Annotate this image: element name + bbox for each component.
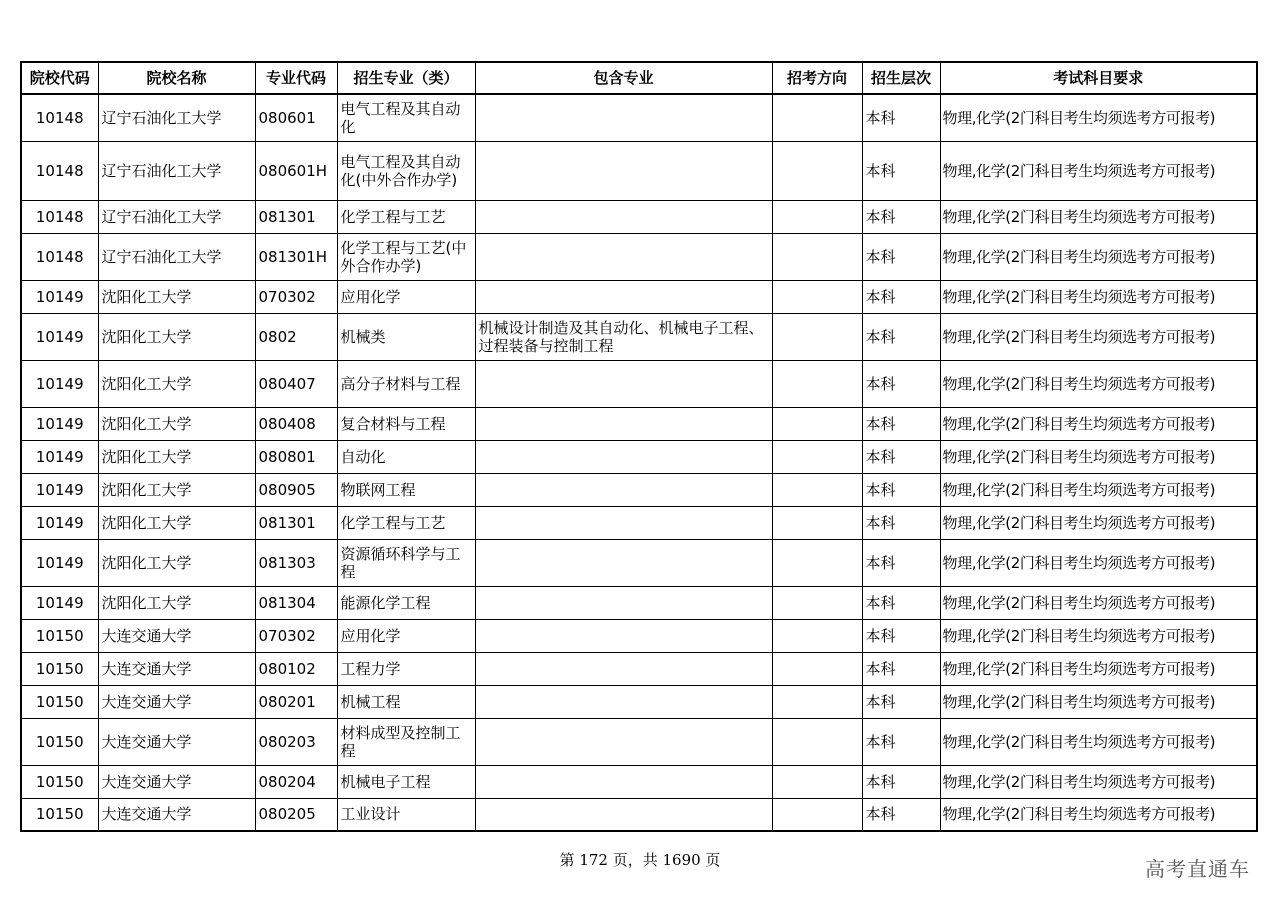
table-row xyxy=(21,473,1257,506)
cell-major-code: 070302 xyxy=(255,280,337,313)
table-row xyxy=(21,440,1257,473)
cell-direction xyxy=(772,313,862,360)
cell-school-code: 10149 xyxy=(21,539,98,586)
table-row xyxy=(21,685,1257,718)
cell-major-code: 070302 xyxy=(255,619,337,652)
cell-major-name: 化学工程与工艺 xyxy=(337,506,475,539)
watermark: 高考直通车 xyxy=(1145,857,1250,881)
cell-included-majors xyxy=(475,765,772,798)
cell-level: 本科 xyxy=(862,685,940,718)
cell-included-majors xyxy=(475,440,772,473)
cell-major-name: 物联网工程 xyxy=(337,473,475,506)
cell-school-code: 10148 xyxy=(21,200,98,233)
cell-school-name: 大连交通大学 xyxy=(98,765,255,798)
cell-included-majors xyxy=(475,718,772,765)
cell-school-code: 10150 xyxy=(21,718,98,765)
cell-school-name: 沈阳化工大学 xyxy=(98,440,255,473)
cell-level: 本科 xyxy=(862,586,940,619)
table-row xyxy=(21,200,1257,233)
header-subject-requirement: 考试科目要求 xyxy=(940,62,1257,94)
cell-major-code: 080203 xyxy=(255,718,337,765)
cell-subject-requirement: 物理,化学(2门科目考生均须选考方可报考) xyxy=(940,506,1257,539)
cell-major-code: 080201 xyxy=(255,685,337,718)
cell-included-majors xyxy=(475,141,772,200)
cell-school-name: 沈阳化工大学 xyxy=(98,539,255,586)
cell-major-name: 化学工程与工艺(中外合作办学) xyxy=(337,233,475,280)
enrollment-table xyxy=(20,61,1258,832)
cell-major-name: 资源循环科学与工程 xyxy=(337,539,475,586)
cell-school-code: 10148 xyxy=(21,233,98,280)
header-major-name: 招生专业（类） xyxy=(337,62,475,94)
cell-major-name: 化学工程与工艺 xyxy=(337,200,475,233)
cell-major-name: 复合材料与工程 xyxy=(337,407,475,440)
cell-included-majors xyxy=(475,619,772,652)
cell-level: 本科 xyxy=(862,718,940,765)
cell-direction xyxy=(772,619,862,652)
cell-major-name: 工业设计 xyxy=(337,798,475,831)
header-school-name: 院校名称 xyxy=(98,62,255,94)
cell-included-majors xyxy=(475,200,772,233)
cell-school-name: 沈阳化工大学 xyxy=(98,586,255,619)
cell-school-name: 大连交通大学 xyxy=(98,685,255,718)
cell-school-name: 辽宁石油化工大学 xyxy=(98,200,255,233)
cell-major-code: 081303 xyxy=(255,539,337,586)
cell-level: 本科 xyxy=(862,94,940,141)
cell-level: 本科 xyxy=(862,200,940,233)
cell-level: 本科 xyxy=(862,233,940,280)
cell-school-name: 沈阳化工大学 xyxy=(98,473,255,506)
cell-subject-requirement: 物理,化学(2门科目考生均须选考方可报考) xyxy=(940,313,1257,360)
cell-level: 本科 xyxy=(862,473,940,506)
cell-school-code: 10149 xyxy=(21,360,98,407)
table-row xyxy=(21,798,1257,831)
cell-major-code: 080601 xyxy=(255,94,337,141)
cell-included-majors xyxy=(475,539,772,586)
cell-direction xyxy=(772,440,862,473)
cell-school-code: 10149 xyxy=(21,506,98,539)
cell-school-code: 10149 xyxy=(21,440,98,473)
cell-school-name: 辽宁石油化工大学 xyxy=(98,233,255,280)
cell-direction xyxy=(772,652,862,685)
table-row xyxy=(21,718,1257,765)
cell-school-code: 10150 xyxy=(21,798,98,831)
table-row xyxy=(21,539,1257,586)
cell-subject-requirement: 物理,化学(2门科目考生均须选考方可报考) xyxy=(940,407,1257,440)
cell-major-name: 机械电子工程 xyxy=(337,765,475,798)
table-row xyxy=(21,586,1257,619)
cell-subject-requirement: 物理,化学(2门科目考生均须选考方可报考) xyxy=(940,685,1257,718)
table-row xyxy=(21,407,1257,440)
table-row xyxy=(21,94,1257,141)
cell-level: 本科 xyxy=(862,407,940,440)
cell-subject-requirement: 物理,化学(2门科目考生均须选考方可报考) xyxy=(940,94,1257,141)
cell-major-name: 工程力学 xyxy=(337,652,475,685)
cell-level: 本科 xyxy=(862,360,940,407)
cell-direction xyxy=(772,586,862,619)
cell-major-name: 机械类 xyxy=(337,313,475,360)
cell-direction xyxy=(772,200,862,233)
table-row xyxy=(21,141,1257,200)
cell-subject-requirement: 物理,化学(2门科目考生均须选考方可报考) xyxy=(940,233,1257,280)
cell-school-name: 辽宁石油化工大学 xyxy=(98,94,255,141)
cell-level: 本科 xyxy=(862,141,940,200)
cell-school-code: 10149 xyxy=(21,586,98,619)
cell-school-code: 10149 xyxy=(21,473,98,506)
cell-direction xyxy=(772,360,862,407)
cell-subject-requirement: 物理,化学(2门科目考生均须选考方可报考) xyxy=(940,280,1257,313)
cell-school-name: 大连交通大学 xyxy=(98,652,255,685)
cell-major-name: 应用化学 xyxy=(337,619,475,652)
cell-subject-requirement: 物理,化学(2门科目考生均须选考方可报考) xyxy=(940,473,1257,506)
cell-major-code: 081301 xyxy=(255,506,337,539)
cell-level: 本科 xyxy=(862,313,940,360)
cell-school-name: 大连交通大学 xyxy=(98,619,255,652)
cell-level: 本科 xyxy=(862,440,940,473)
cell-subject-requirement: 物理,化学(2门科目考生均须选考方可报考) xyxy=(940,718,1257,765)
cell-direction xyxy=(772,233,862,280)
cell-subject-requirement: 物理,化学(2门科目考生均须选考方可报考) xyxy=(940,586,1257,619)
cell-school-name: 沈阳化工大学 xyxy=(98,360,255,407)
cell-school-name: 辽宁石油化工大学 xyxy=(98,141,255,200)
cell-major-name: 应用化学 xyxy=(337,280,475,313)
cell-major-name: 自动化 xyxy=(337,440,475,473)
cell-subject-requirement: 物理,化学(2门科目考生均须选考方可报考) xyxy=(940,360,1257,407)
cell-major-code: 080407 xyxy=(255,360,337,407)
cell-subject-requirement: 物理,化学(2门科目考生均须选考方可报考) xyxy=(940,440,1257,473)
table-row xyxy=(21,360,1257,407)
cell-school-name: 沈阳化工大学 xyxy=(98,280,255,313)
cell-included-majors xyxy=(475,473,772,506)
cell-included-majors xyxy=(475,652,772,685)
cell-subject-requirement: 物理,化学(2门科目考生均须选考方可报考) xyxy=(940,765,1257,798)
table-row xyxy=(21,506,1257,539)
cell-major-code: 080801 xyxy=(255,440,337,473)
cell-major-code: 0802 xyxy=(255,313,337,360)
cell-school-code: 10150 xyxy=(21,619,98,652)
cell-included-majors xyxy=(475,94,772,141)
cell-major-code: 081301 xyxy=(255,200,337,233)
cell-subject-requirement: 物理,化学(2门科目考生均须选考方可报考) xyxy=(940,141,1257,200)
cell-school-code: 10150 xyxy=(21,685,98,718)
cell-school-code: 10150 xyxy=(21,652,98,685)
cell-direction xyxy=(772,407,862,440)
cell-school-name: 沈阳化工大学 xyxy=(98,313,255,360)
cell-direction xyxy=(772,718,862,765)
cell-major-name: 电气工程及其自动化(中外合作办学) xyxy=(337,141,475,200)
table-row xyxy=(21,619,1257,652)
cell-major-code: 080408 xyxy=(255,407,337,440)
cell-level: 本科 xyxy=(862,765,940,798)
header-row xyxy=(21,62,1257,94)
cell-school-name: 大连交通大学 xyxy=(98,718,255,765)
table-row xyxy=(21,765,1257,798)
table-row xyxy=(21,233,1257,280)
cell-major-code: 080205 xyxy=(255,798,337,831)
cell-included-majors xyxy=(475,407,772,440)
cell-subject-requirement: 物理,化学(2门科目考生均须选考方可报考) xyxy=(940,619,1257,652)
cell-direction xyxy=(772,539,862,586)
cell-direction xyxy=(772,685,862,718)
cell-school-code: 10150 xyxy=(21,765,98,798)
cell-subject-requirement: 物理,化学(2门科目考生均须选考方可报考) xyxy=(940,652,1257,685)
cell-subject-requirement: 物理,化学(2门科目考生均须选考方可报考) xyxy=(940,539,1257,586)
cell-direction xyxy=(772,798,862,831)
cell-school-code: 10149 xyxy=(21,313,98,360)
table-row xyxy=(21,313,1257,360)
cell-included-majors xyxy=(475,233,772,280)
cell-included-majors xyxy=(475,360,772,407)
cell-subject-requirement: 物理,化学(2门科目考生均须选考方可报考) xyxy=(940,798,1257,831)
cell-direction xyxy=(772,473,862,506)
cell-level: 本科 xyxy=(862,619,940,652)
header-included-majors: 包含专业 xyxy=(475,62,772,94)
cell-major-name: 材料成型及控制工程 xyxy=(337,718,475,765)
cell-major-code: 081304 xyxy=(255,586,337,619)
cell-school-name: 沈阳化工大学 xyxy=(98,506,255,539)
page-number: 第 172 页，共 1690 页 xyxy=(559,851,721,869)
cell-included-majors xyxy=(475,506,772,539)
table-row xyxy=(21,280,1257,313)
cell-direction xyxy=(772,506,862,539)
cell-major-name: 机械工程 xyxy=(337,685,475,718)
cell-level: 本科 xyxy=(862,798,940,831)
cell-school-name: 沈阳化工大学 xyxy=(98,407,255,440)
header-direction: 招考方向 xyxy=(772,62,862,94)
cell-major-name: 能源化学工程 xyxy=(337,586,475,619)
cell-included-majors xyxy=(475,280,772,313)
cell-level: 本科 xyxy=(862,506,940,539)
cell-direction xyxy=(772,280,862,313)
cell-major-name: 高分子材料与工程 xyxy=(337,360,475,407)
cell-school-code: 10148 xyxy=(21,141,98,200)
cell-subject-requirement: 物理,化学(2门科目考生均须选考方可报考) xyxy=(940,200,1257,233)
header-level: 招生层次 xyxy=(862,62,940,94)
cell-school-code: 10148 xyxy=(21,94,98,141)
cell-major-code: 080905 xyxy=(255,473,337,506)
header-major-code: 专业代码 xyxy=(255,62,337,94)
cell-level: 本科 xyxy=(862,280,940,313)
cell-major-code: 080601H xyxy=(255,141,337,200)
cell-direction xyxy=(772,765,862,798)
cell-major-code: 081301H xyxy=(255,233,337,280)
cell-direction xyxy=(772,141,862,200)
cell-major-code: 080102 xyxy=(255,652,337,685)
cell-major-code: 080204 xyxy=(255,765,337,798)
cell-direction xyxy=(772,94,862,141)
table-row xyxy=(21,652,1257,685)
cell-level: 本科 xyxy=(862,539,940,586)
cell-school-code: 10149 xyxy=(21,407,98,440)
cell-included-majors xyxy=(475,586,772,619)
cell-included-majors xyxy=(475,685,772,718)
cell-included-majors: 机械设计制造及其自动化、机械电子工程、过程装备与控制工程 xyxy=(475,313,772,360)
cell-school-code: 10149 xyxy=(21,280,98,313)
cell-major-name: 电气工程及其自动化 xyxy=(337,94,475,141)
cell-school-name: 大连交通大学 xyxy=(98,798,255,831)
cell-level: 本科 xyxy=(862,652,940,685)
cell-included-majors xyxy=(475,798,772,831)
header-school-code: 院校代码 xyxy=(21,62,98,94)
